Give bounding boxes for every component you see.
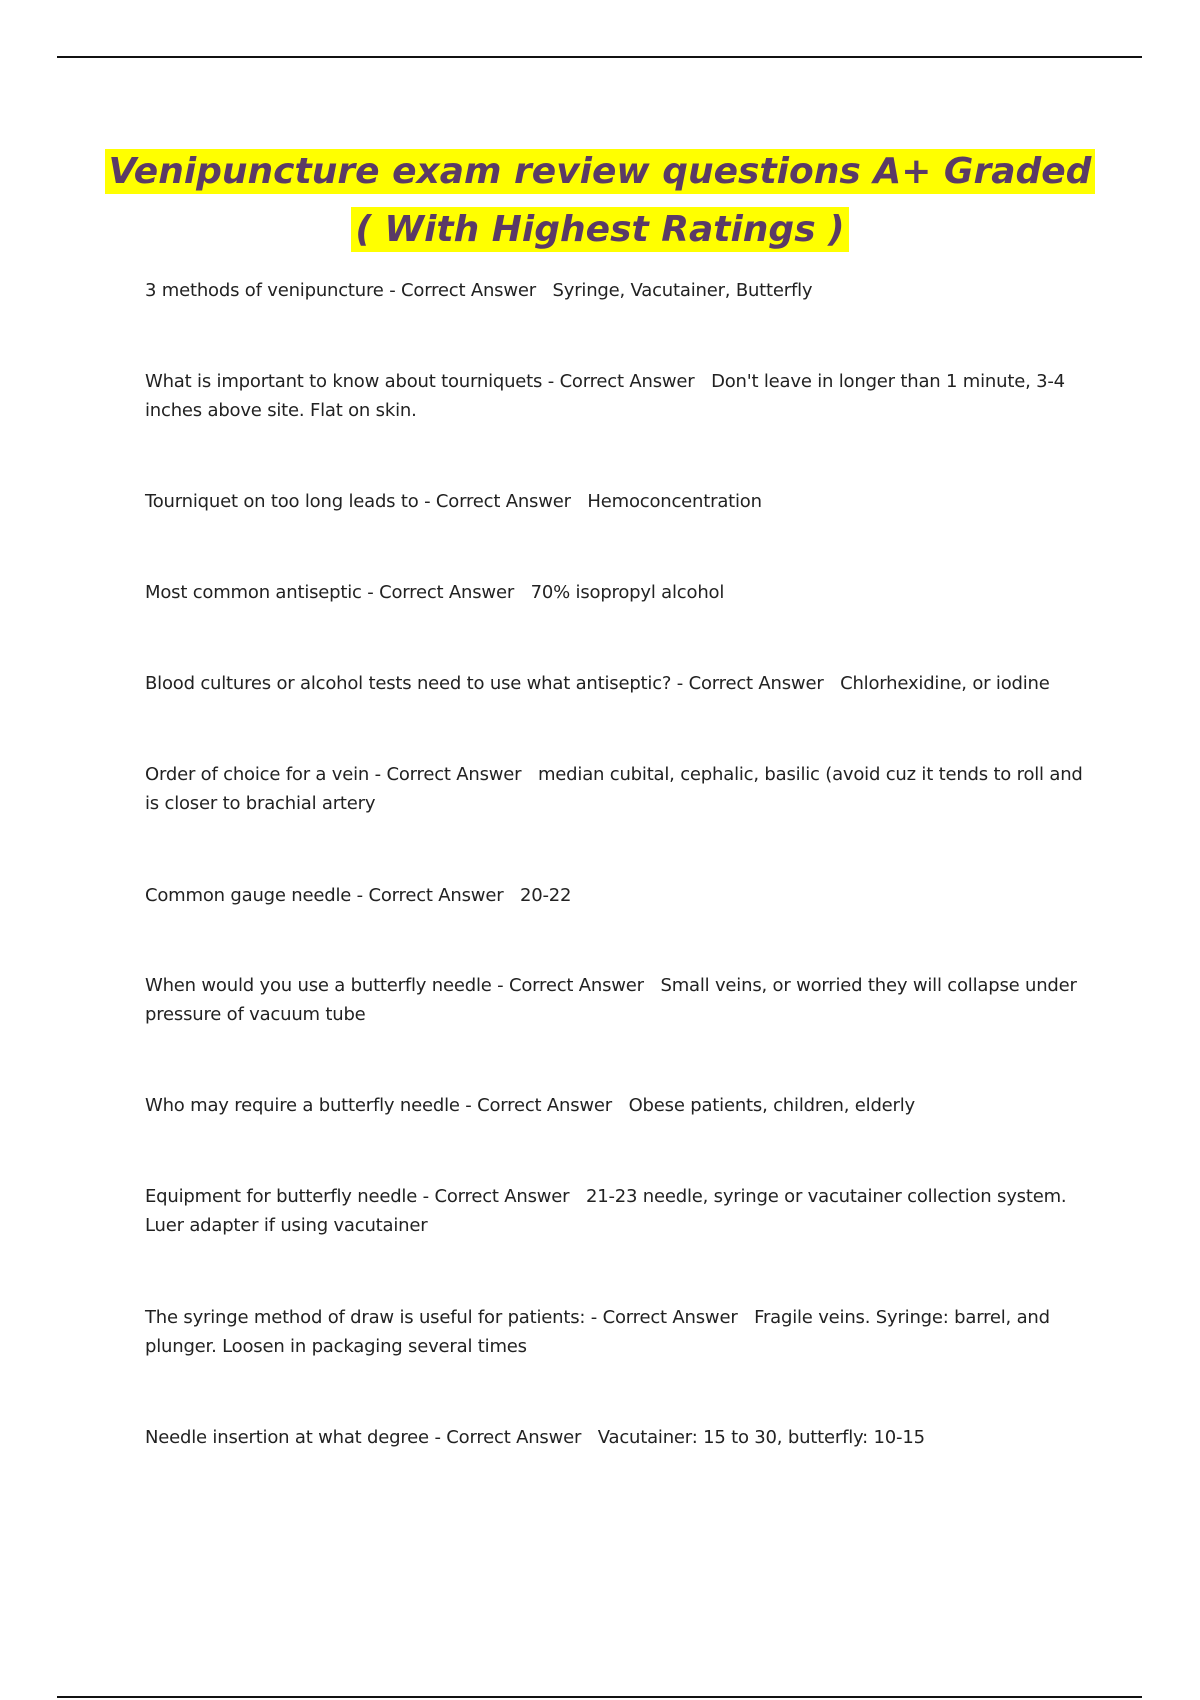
qa-item-3: Tourniquet on too long leads to - Correct Answer Hemoconcentration [145, 491, 762, 512]
document-title [60, 143, 1140, 259]
top-rule [57, 56, 1142, 58]
bottom-rule [57, 1696, 1142, 1698]
answer-marker: Correct Answer [379, 582, 515, 603]
answer-marker: Correct Answer [477, 1095, 613, 1116]
answer-marker: Correct Answer [435, 491, 571, 512]
question-text: Common gauge needle [145, 885, 352, 906]
answer-text: Syringe, Vacutainer, Butterfly [552, 280, 813, 301]
title-line-1: Venipuncture exam review questions A+ Graded [105, 149, 1096, 194]
answer-marker: Correct Answer [434, 1186, 570, 1207]
qa-item-8: When would you use a butterfly needle - Correct Answer Small veins, or worried they will collapse under pressure of vacuum tube [145, 975, 1077, 1025]
answer-marker: Correct Answer [602, 1307, 738, 1328]
answer-text: Vacutainer: 15 to 30, butterfly: 10-15 [597, 1427, 925, 1448]
answer-text: Don't leave in longer than 1 minute, 3-4 inches above site. Flat on skin. [145, 371, 1065, 421]
qa-item-11: The syringe method of draw is useful for patients: - Correct Answer Fragile veins. Syringe: barrel, and plunger. Loosen in packaging several times [145, 1307, 1050, 1357]
answer-text: Fragile veins. Syringe: barrel, and plunger. Loosen in packaging several times [145, 1307, 1050, 1357]
answer-marker: Correct Answer [386, 764, 522, 785]
question-text: Equipment for butterfly needle [145, 1186, 418, 1207]
answer-marker: Correct Answer [688, 673, 824, 694]
qa-item-2: What is important to know about tourniquets - Correct Answer Don't leave in longer than 1 minute, 3-4 inches above site. Flat on skin. [145, 371, 1065, 421]
answer-text: 21-23 needle, syringe or vacutainer collection system. Luer adapter if using vacutainer [145, 1186, 1067, 1236]
answer-marker: Correct Answer [401, 280, 536, 301]
qa-item-10: Equipment for butterfly needle - Correct Answer 21-23 needle, syringe or vacutainer collection system. Luer adapter if using vacutainer [145, 1186, 1067, 1236]
answer-text: Obese patients, children, elderly [628, 1095, 916, 1116]
answer-text: median cubital, cephalic, basilic (avoid cuz it tends to roll and is closer to brachial artery [145, 764, 1083, 814]
answer-marker: Correct Answer [368, 885, 504, 906]
title-line-2: ( With Highest Ratings ) [351, 207, 848, 252]
answer-text: Small veins, or worried they will collapse under pressure of vacuum tube [145, 975, 1077, 1025]
qa-item-1: 3 methods of venipuncture - Correct Answer Syringe, Vacutainer, Butterfly [145, 280, 813, 301]
qa-item-12: Needle insertion at what degree - Correct Answer Vacutainer: 15 to 30, butterfly: 10-15 [145, 1427, 925, 1448]
question-text: Who may require a butterfly needle [145, 1095, 460, 1116]
qa-item-5: Blood cultures or alcohol tests need to use what antiseptic? - Correct Answer Chlorhexidine, or iodine [145, 673, 1050, 694]
answer-text: 70% isopropyl alcohol [530, 582, 725, 603]
question-text: Order of choice for a vein [145, 764, 370, 785]
answer-text: Chlorhexidine, or iodine [840, 673, 1050, 694]
answer-marker: Correct Answer [446, 1427, 582, 1448]
qa-item-7: Common gauge needle - Correct Answer 20-22 [145, 885, 572, 906]
question-text: Tourniquet on too long leads to [145, 491, 419, 512]
qa-item-6: Order of choice for a vein - Correct Answer median cubital, cephalic, basilic (avoid cuz it tends to roll and is closer to brachial artery [145, 764, 1083, 814]
question-text: Blood cultures or alcohol tests need to use what antiseptic? [145, 673, 672, 694]
answer-marker: Correct Answer [559, 371, 695, 392]
question-text: The syringe method of draw is useful for patients: [145, 1307, 586, 1328]
qa-item-9: Who may require a butterfly needle - Correct Answer Obese patients, children, elderly [145, 1095, 916, 1116]
answer-marker: Correct Answer [508, 975, 644, 996]
qa-item-4: Most common antiseptic - Correct Answer 70% isopropyl alcohol [145, 582, 725, 603]
question-text: 3 methods of venipuncture [145, 280, 384, 301]
answer-text: Hemoconcentration [587, 491, 762, 512]
question-text: When would you use a butterfly needle [145, 975, 492, 996]
question-text: Needle insertion at what degree [145, 1427, 429, 1448]
question-text: What is important to know about tourniquets [145, 371, 543, 392]
answer-text: 20-22 [519, 885, 572, 906]
question-text: Most common antiseptic [145, 582, 362, 603]
